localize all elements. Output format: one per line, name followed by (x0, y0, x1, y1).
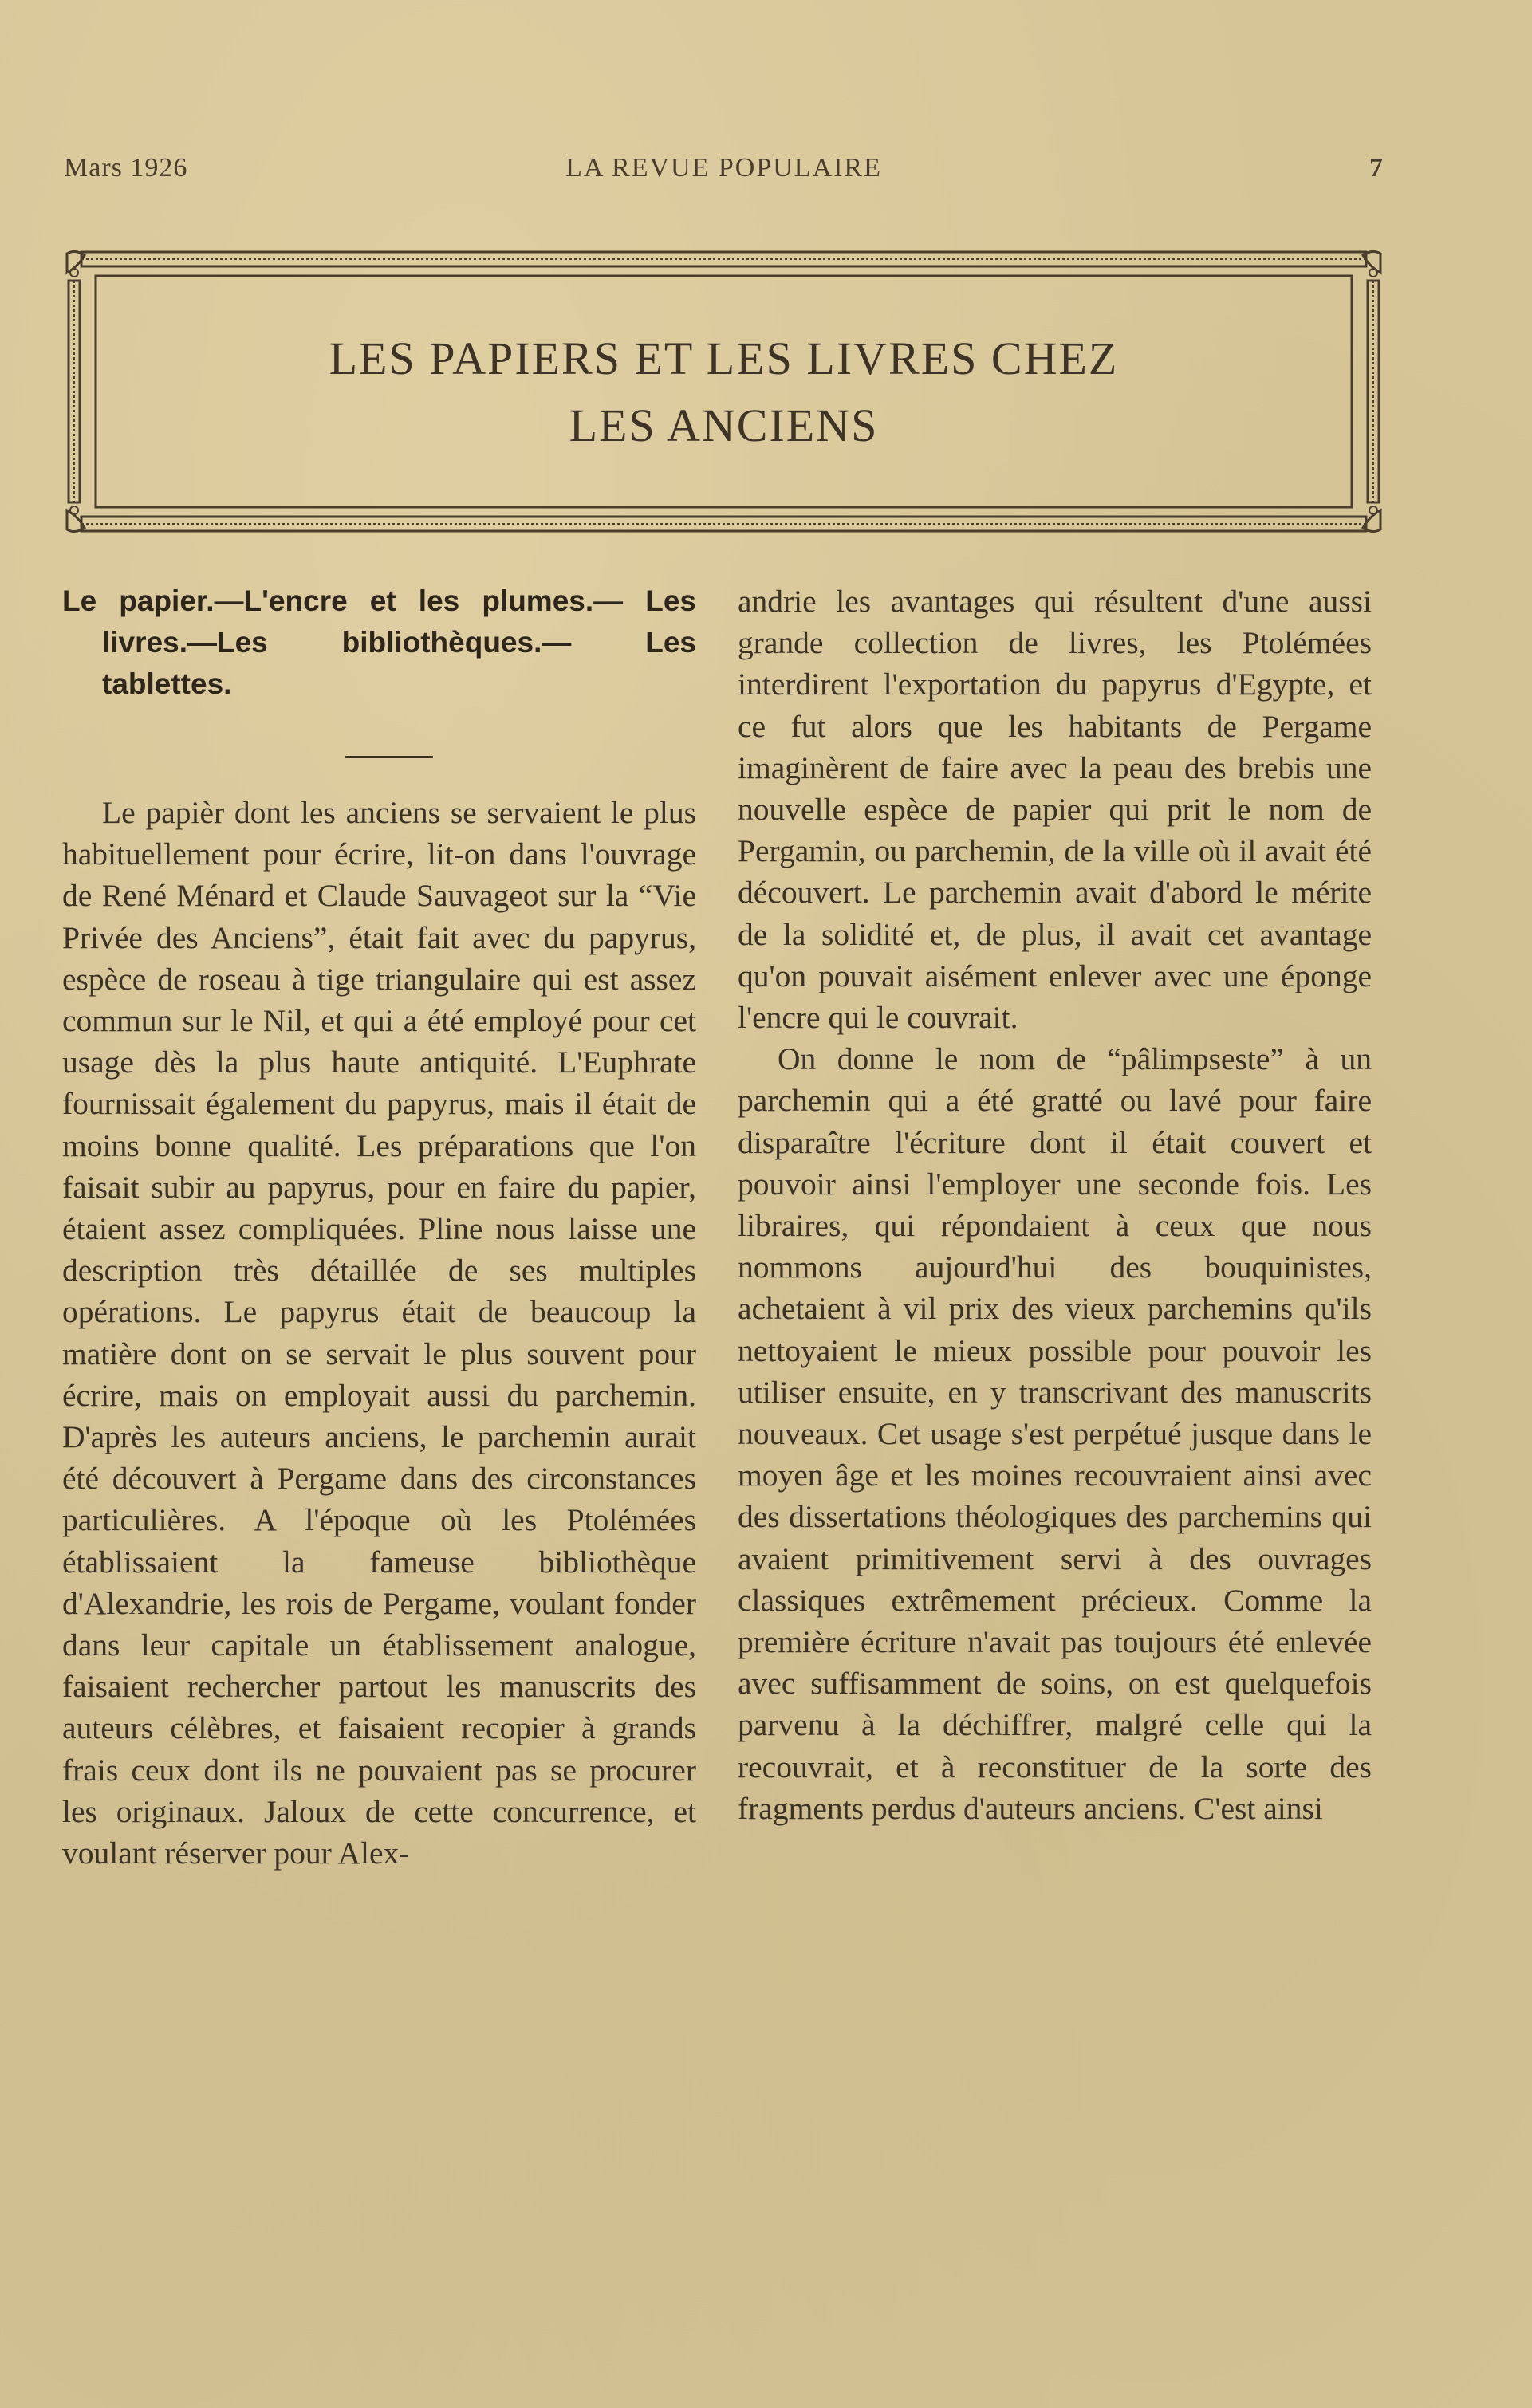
left-column (62, 580, 696, 1874)
body-paragraph: Le papièr dont les anciens se servaient le plus habituellement pour écrire, lit-on dans l'ouvrage de René Ménard et Claude Sauvageot sur la “Vie Privée des Anciens”, était fait avec du papyrus, espèce de roseau à tige triangulaire qui est assez commun sur le Nil, et qui a été employé pour cet usage dès la plus haute antiquité. L'Euphrate fournissait également du papyrus, mais il était de moins bonne qualité. Les préparations que l'on faisait subir au papyrus, pour en faire du papier, étaient assez compliquées. Pline nous laisse une description très détaillée de ses multiples opérations. Le papyrus était de beaucoup la matière dont on se servait le plus souvent pour écrire, mais on employait aussi du parchemin. D'après les auteurs anciens, le parchemin aurait été découvert à Pergame dans des circonstances particulières. A l'époque où les Ptolémées établissaient la fameuse bibliothèque d'Alexandrie, les rois de Pergame, voulant fonder dans leur capitale un établissement analogue, faisaient rechercher partout les manuscrits des auteurs célèbres, et faisaient recopier à grands frais ceux dont ils ne pouvaient pas se procurer les originaux. Jaloux de cette concurrence, et voulant réserver pour Alex- (62, 795, 696, 1871)
article-title-line-2: LES ANCIENS (569, 399, 879, 451)
article-title (112, 325, 1336, 459)
page-number: 7 (1369, 153, 1384, 183)
body-paragraph: On donne le nom de “pâlimpseste” à un parchemin qui a été gratté ou lavé pour faire disparaître l'écriture dont il était couvert et pouvoir ainsi l'employer une seconde fois. Les libraires, qui répondaient à ceux que nous nommons aujourd'hui des bouquinistes, achetaient à vil prix des vieux parchemins qu'ils nettoyaient le mieux possible pour pouvoir les utiliser ensuite, en y transcrivant des manuscrits nouveaux. Cet usage s'est perpétué jusque dans le moyen âge et les moines recouvraient ainsi avec des dissertations théologiques des parchemins qui avaient primitivement servi à des ouvrages classiques extrêmement précieux. Comme la première écriture n'avait pas toujours été enlevée avec suffisamment de soins, on est quelquefois parvenu à la déchiffrer, malgré celle qui la recouvrait, et à reconstituer de la sorte des fragments perdus d'auteurs anciens. C'est ainsi (738, 1041, 1372, 1826)
section-divider (345, 756, 433, 758)
journal-name: LA REVUE POPULAIRE (565, 153, 882, 183)
article-title-line-1: LES PAPIERS ET LES LIVRES CHEZ (329, 332, 1119, 384)
running-head (64, 153, 1384, 191)
article-summary: Le papier.—L'encre et les plumes.— Les livres.—Les bibliothèques.— Les tablettes. (62, 584, 696, 700)
right-column (738, 580, 1372, 1829)
issue-date: Mars 1926 (64, 153, 188, 183)
title-frame (64, 249, 1384, 534)
body-paragraph-continued: andrie les avantages qui résultent d'une aussi grande collection de livres, les Ptolémées interdirent l'exportation du papyrus d'Egypte, et ce fut alors que les habitants de Pergame imaginèrent de faire avec la peau des brebis une nouvelle espèce de papier qui prit le nom de Pergamin, ou parchemin, de la ville où il avait été découvert. Le parchemin avait d'abord le mérite de la solidité et, de plus, il avait cet avantage qu'on pouvait aisément enlever avec une éponge l'encre qui le couvrait. (738, 584, 1372, 1036)
